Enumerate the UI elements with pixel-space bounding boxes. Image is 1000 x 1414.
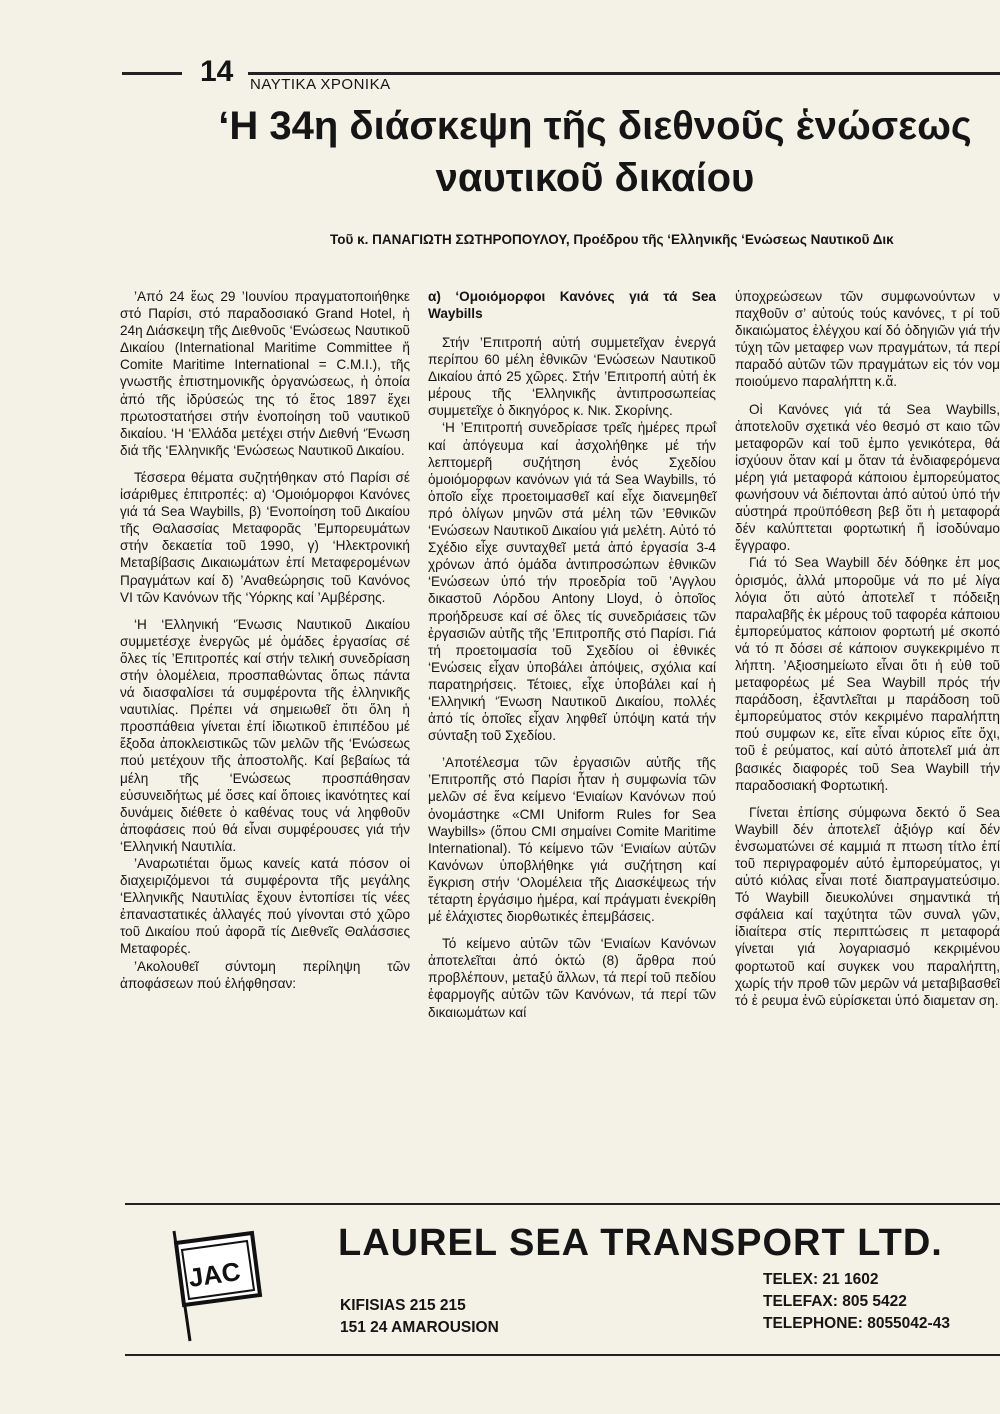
paragraph: Γίνεται ἐπίσης σύμφωνα δεκτό ὅ Sea Waybill δέν ἀποτελεῖ ἀξιόγρ καί δέν ἐνσωματώνει σέ καμμιά π πτωση τίτλο ἐπί τοῦ περιγραφομέν αὐτό ἐμπορεύματος, γι αὐτό κιόλας εἶναι ποτέ διαπραγματεύσιμο. Τό Waybill διευκολύνει σημαντικά τή σφάλεια καί ταχύτητα τῶν συναλ γῶν, ἰδιαίτερα στίς περιπτώσεις π μεταφορά γίνεται γιά λογαριασμό κεκριμένου φορτωτοῦ καί συγκεκ νου παραλήπτη, χωρίς τήν προθ τῶν μερῶν νά μεταβιβασθεῖ τό ἐ ρευμα ἐνῶ εὑρίσκεται ὑπό διαμεταν ση.: [735, 804, 1000, 1008]
paragraph: ’Αποτέλεσμα τῶν ἐργασιῶν αὐτῆς τῆς ’Επιτροπῆς στό Παρίσι ἦταν ἡ συμφωνία τῶν μελῶν σέ ἕνα κείμενο ‘Ενιαίων Κανόνων πού ὀνομάστηκε «CMI Uniform Rules for Sea Waybills» (ὅπου CMI σημαίνει Comite Maritime International). Τό κείμενο τῶν ‘Ενιαίων αὐτῶν Κανόνων ὑποβλήθηκε γιά συζήτηση καί ἔγκριση στήν ‘Ολομέλεια τῆς Διασκέψεως τήν τέταρτη ἐργάσιμο ἡμέρα, καί πράγματι ἐνεκρίθη μέ ἐλάχιστες διορθωτικές ἐπεμβάσεις.: [428, 755, 716, 925]
logo-text: JAC: [186, 1256, 243, 1293]
page-number: 14: [200, 55, 234, 88]
paragraph: Οἱ Κανόνες γιά τά Sea Waybills, ἀποτελοῦν σχετικά νέο θεσμό στ καιο τῶν μεταφορῶν καί τοῦ ἐμπο γενικότερα, θά ἰσχύουν ὅταν καί μ ὅταν τά ἐνδιαφερόμενα μέρη γιά μεταφορά κάποιου ἐμπορεύματος φωνήσουν νά διέπονται ἀπό αὐτού ὑπό τήν αὐστηρά προϋπόθεση βεβ ὅτι ἡ μεταφορά δέν καλύπτεται φορτωτική ἤ ἰσοδύναμο ἔγγραφο.: [735, 401, 1000, 554]
paragraph: Τέσσερα θέματα συζητήθηκαν στό Παρίσι σέ ἰσάριθμες ἐπιτροπές: α) ‘Ομοιόμορφοι Κανόνες γιά τά Sea Waybills, β) ‘Ενοποίηση τοῦ Δικαίου τῆς Θαλασσίας Μεταφορᾶς ’Εμπορευμάτων στήν δεκαετία τοῦ 1990, γ) ‘Ηλεκτρονική Μεταβίβασις Δικαιωμάτων ἐπί Μεταφερομένων Πραγμάτων καί δ) ’Αναθεώρησις τοῦ Κανόνος VI τῶν Κανόνων τῆς ‘Υόρκης καί ’Αμβέρσης.: [120, 469, 410, 605]
article-title: [130, 100, 1000, 204]
header-rule-right: [248, 72, 1000, 75]
telephone-number: TELEPHONE: 8055042-43: [763, 1315, 950, 1332]
paragraph: Τό κείμενο αὐτῶν τῶν ‘Ενιαίων Κανόνων ἀποτελεῖται ἀπό ὀκτώ (8) ἄρθρα πού προβλέπουν, μεταξύ ἄλλων, τά περί τοῦ πεδίου ἐφαρμογῆς αὐτῶν τῶν Κανόνων, τά περί τῶν δικαιωμάτων καί: [428, 936, 716, 1020]
advertisement-address: [340, 1295, 499, 1339]
article-title-line1: ‘Η 34η διάσκεψη τῆς διεθνοῦς ἑνώσεως: [218, 104, 972, 148]
paragraph: ’Ακολουθεῖ σύντομη περίληψη τῶν ἀποφάσεων πού ἐλήφθησαν:: [120, 958, 410, 991]
paragraph: ‘Η ’Επιτροπή συνεδρίασε τρεῖς ἡμέρες πρωΐ καί ἀπόγευμα καί ἀσχολήθηκε μέ τήν λεπτομερῆ συζήτηση ἑνός Σχεδίου ὁμοιόμορφων κανόνων γιά τά Sea Waybills, τό ὁποῖο εἶχε προετοιμασθεῖ καί εἶχε διανεμηθεῖ πρό ὀλίγων μηνῶν στά μέλη τῶν ’Εθνικῶν ‘Ενώσεων Ναυτικοῦ Δικαίου γιά μελέτη. Αὐτό τό Σχέδιο εἶχε συνταχθεῖ μετά ἀπό ἐργασία 3-4 χρόνων ἀπό ὁμάδα ἀντιπροσώπων ἐθνικῶν ‘Ενώσεων ὑπό τήν προεδρία τοῦ ’Αγγλου δικαστοῦ Λόρδου Antony Lloyd, ὁ ὁποῖος προήδρευσε καί σέ ὅλες τίς συνεδριάσεις τῶν ἐργασιῶν αὐτῆς τῆς ’Επιτροπῆς στό Παρίσι. Γιά τή προετοιμασία τοῦ Σχεδίου οἱ ἐθνικές ‘Ενώσεις εἶχαν ὑποβάλει ἀπόψεις, σχόλια καί παρατηρήσεις. Τέτοιες, εἶχε ὑποβάλει καί ἡ ‘Ελληνική ‘Ένωση Ναυτικοῦ Δικαίου, πολλές ἀπό τίς ὁποῖες εἶχαν ληφθεῖ ὑπόψη κατά τήν σύνταξη τοῦ Σχεδίου.: [428, 420, 716, 744]
article-column-3: [735, 288, 1000, 1008]
paragraph: ’Από 24 ἕως 29 ’Ιουνίου πραγματοποιήθηκε στό Παρίσι, στό παραδοσιακό Grand Hotel, ἡ 24η Διάσκεψη τῆς Διεθνοῦς ‘Ενώσεως Ναυτικοῦ Δικαίου (International Maritime Committee ἤ Comite Maritime International = C.M.I.), τῆς γνωστῆς ἐπιστημονικῆς ὀργανώσεως, ἡ ὁποία ἀπό τῆς ἱδρύσεώς της τό ἔτος 1897 ἔχει πρωτοστατήσει στήν ἑνοποίηση τοῦ ναυτικοῦ δικαίου. ‘Η ‘Ελλάδα μετέχει στήν Διεθνή ‘Ένωση διά τῆς ‘Ελληνικῆς ‘Ενώσεως Ναυτικοῦ Δικαίου.: [120, 289, 410, 458]
advertisement-rule-bottom: [125, 1354, 1000, 1356]
advertisement-contact: [763, 1269, 950, 1335]
advertisement-company: LAUREL SEA TRANSPORT LTD.: [338, 1222, 943, 1264]
telex-number: TELEX: 21 1602: [763, 1271, 879, 1288]
paragraph: Γιά τό Sea Waybill δέν δόθηκε ἐπ μος ὁρισμός, ἀλλά μποροῦμε νά πο μέ λίγα λόγια ὅτι αὐτό ἀποτελεῖ τ πόδειξη παραλαβῆς ἐκ μέρους τοῦ ταφορέα κάποιου ἐμπορεύματος κάποιον φορτωτή μέ σκοπό νά τό π δόσει σέ κάποιον συγκεκριμένο π λήπτη. ’Αξιοσημείωτο εἶναι ὅτι ἡ εὐθ τοῦ μεταφορέως μέ Sea Waybill πρός τήν παράδοση, ἐξαντλεῖται μ παράδοση τοῦ ἐμπορεύματος στόν κεκριμένο παραλήπτη πού συμφων κε, εἴτε εἶναι κύριος εἴτε ὄχι, τοῦ ἐ ρεύματος, καί αὐτό ἀποτελεῖ μιά ἀπ βασικές διαφορές τοῦ Sea Waybill τήν παραδοσιακή Φορτωτική.: [735, 555, 1000, 793]
publication-name: ΝΑΥΤΙΚΑ ΧΡΟΝΙΚΑ: [250, 76, 391, 93]
jac-flag-logo: [160, 1223, 265, 1343]
paragraph: ‘Η ‘Ελληνική ‘Ένωσις Ναυτικοῦ Δικαίου συμμετέσχε ἐνεργῶς μέ ὁμάδες ἐργασίας σέ ὅλες τίς ’Επιτροπές καί στήν τελική συνεδρίαση στήν ὁλομέλεια, προσπαθώντας ὅπως πάντα νά διασφαλίσει τά συμφέροντα τῆς ἑλληνικῆς ναυτιλίας. Πρέπει νά σημειωθεῖ ὅτι ὅλη ἡ προσπάθεια γίνεται ἐπί ἰδιωτικοῦ ἐπιπέδου μέ ἔξοδα ἀποκλειστικῶς τῶν μελῶν τῆς ‘Ενώσεως πού μετέχουν τῆς ἀποστολῆς. Καί βεβαίως τά μέλη τῆς ‘Ενώσεως προσπάθησαν εὐσυνειδήτως μέ ὅσες καί ὅποιες ἱκανότητες καί δυνάμεις διέθετε ὁ καθένας τους νά ληφθοῦν ἀποφάσεις πού θά εἶναι συμφέρουσες γιά τήν ‘Ελληνική Ναυτιλία.: [120, 616, 410, 854]
paragraph: ’Αναρωτιέται ὅμως κανείς κατά πόσον οἱ διαχειριζόμενοι τά συμφέροντα τῆς μεγάλης ‘Ελληνικῆς Ναυτιλίας ἔχουν ἐντοπίσει τίς νέες ἐπαναστατικές ἀλλαγές πού γίνονται στό χῶρο τοῦ Δικαίου πού ἀφορᾶ τίς Διεθνεῖς Θαλάσσιες Μεταφορές.: [120, 856, 410, 957]
header-rule-left: [122, 72, 182, 75]
address-line-2: 151 24 AMAROUSION: [340, 1319, 499, 1336]
article-column-2: [428, 288, 716, 1031]
telefax-number: TELEFAX: 805 5422: [763, 1293, 907, 1310]
paragraph: Στήν ’Επιτροπή αὐτή συμμετεῖχαν ἐνεργά περίπου 60 μέλη ἐθνικῶν ‘Ενώσεων Ναυτικοῦ Δικαίου ἀπό 25 χῶρες. Στήν ’Επιτροπή αὐτή ἐκ μέρους τῆς ‘Ελληνικῆς ἀντιπροσωπείας συμμετεῖχε ὁ δικηγόρος κ. Νικ. Σκορίνης.: [428, 335, 716, 419]
section-heading: α) ‘Ομοιόμορφοι Κανόνες γιά τά Sea Waybills: [428, 289, 716, 321]
address-line-1: KIFISIAS 215 215: [340, 1297, 466, 1314]
article-byline: Τοῦ κ. ΠΑΝΑΓΙΩΤΗ ΣΩΤΗΡΟΠΟΥΛΟΥ, Προέδρου τῆς ‘Ελληνικῆς ‘Ενώσεως Ναυτικοῦ Δικ: [330, 232, 894, 247]
advertisement-rule-top: [125, 1203, 1000, 1205]
article-title-line2: ναυτικοῦ δικαίου: [435, 156, 755, 200]
article-column-1: [120, 288, 410, 992]
paragraph: ὑποχρεώσεων τῶν συμφωνούντων ν παχθοῦν σ’ αὐτούς τούς κανόνες, τ ρί τοῦ δικαιώματος ἐλέγχου καί δό ὁδηγιῶν γιά τήν τύχη τῶν μεταφερ νων πραγμάτων, τά περί παραδό αὐτῶν τῶν πραγμάτων εἰς τόν νομ ποιούμενο παραλήπτη κ.ἄ.: [735, 289, 1000, 390]
